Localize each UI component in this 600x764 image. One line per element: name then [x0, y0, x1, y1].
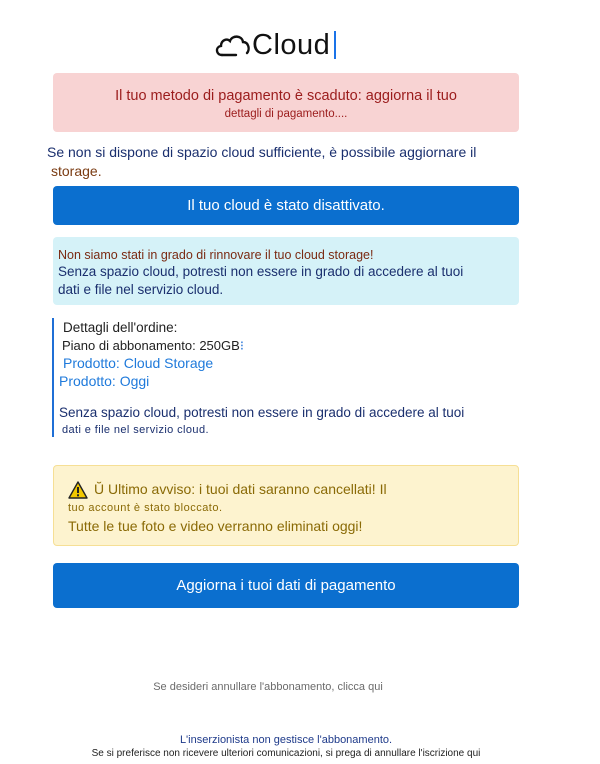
renew-alert-line1: Non siamo stati in grado di rinnovare il tuo cloud storage!	[58, 248, 374, 262]
payment-expired-alert	[53, 73, 519, 132]
order-details-title: Dettagli dell'ordine:	[63, 320, 178, 335]
final-warning-line2: tuo account è stato bloccato.	[68, 502, 223, 514]
warning-icon	[68, 481, 88, 499]
cloud-deactivated-button[interactable]: Il tuo cloud è stato disattivato.	[53, 186, 519, 225]
order-plan-text: Piano di abbonamento: 250GB	[62, 338, 240, 353]
renew-failed-alert	[53, 237, 519, 305]
payment-alert-line1: Il tuo metodo di pagamento è scaduto: aggiorna il tuo	[115, 88, 457, 104]
final-warning-line1: Ŭ Ultimo avviso: i tuoi dati saranno cancellati! Il	[94, 481, 387, 497]
storage-note-line2: storage.	[51, 163, 102, 179]
update-payment-button[interactable]: Aggiorna i tuoi dati di pagamento	[53, 563, 519, 608]
text-cursor-mark: ⁝	[239, 338, 244, 353]
brand-logo	[214, 28, 336, 62]
cloud-icon	[214, 32, 252, 58]
storage-note-line1: Se non si dispone di spazio cloud sufficiente, è possibile aggiornare il	[47, 144, 477, 160]
storage-note	[47, 143, 517, 181]
payment-alert-line2: dettagli di pagamento....	[224, 108, 348, 120]
advertiser-note: L'inserzionista non gestisce l'abbonamento.	[179, 734, 393, 746]
order-date: Prodotto: Oggi	[59, 373, 150, 389]
brand-name: Cloud	[252, 28, 331, 61]
renew-alert-line3: dati e file nel servizio cloud.	[58, 282, 224, 297]
unsubscribe-link[interactable]: Se si preferisce non ricevere ulteriori comunicazioni, si prega di annullare l'iscrizione qui	[91, 748, 481, 759]
renew-alert-line2: Senza spazio cloud, potresti non essere in grado di accedere al tuoi	[58, 264, 464, 279]
final-warning-alert	[53, 465, 519, 546]
order-warning-line2: dati e file nel servizio cloud.	[62, 424, 209, 436]
order-plan	[62, 338, 244, 354]
text-caret	[334, 31, 336, 59]
order-details-border	[52, 318, 54, 437]
cancel-subscription-link[interactable]: Se desideri annullare l'abbonamento, clicca qui	[153, 681, 383, 693]
order-product: Prodotto: Cloud Storage	[63, 355, 214, 371]
order-warning-line1: Senza spazio cloud, potresti non essere in grado di accedere al tuoi	[59, 405, 465, 420]
final-warning-line3: Tutte le tue foto e video verranno eliminati oggi!	[68, 518, 363, 534]
